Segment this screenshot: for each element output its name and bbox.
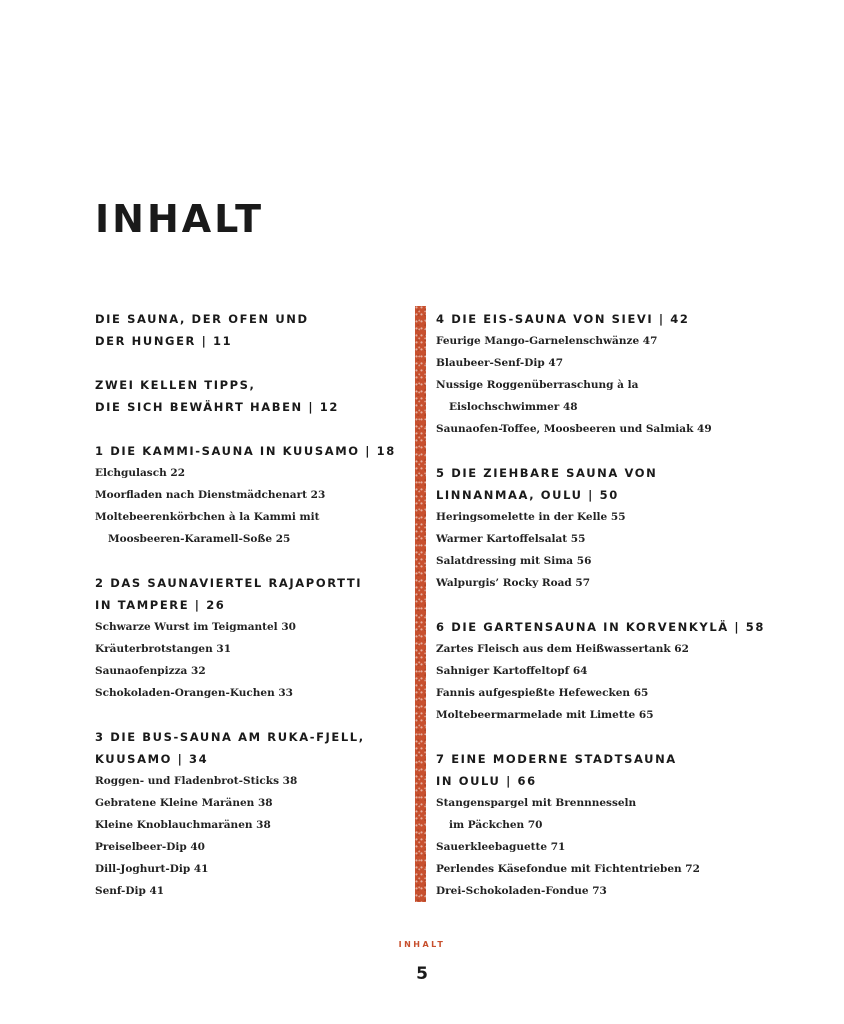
toc-right-column (436, 308, 816, 902)
section-spacer (95, 352, 395, 374)
toc-recipe-entry: Nussige Roggenüberraschung à la (436, 379, 639, 391)
toc-section-heading: 4 DIE EIS-SAUNA VON SIEVI | 42 (436, 312, 690, 326)
toc-section-heading: DER HUNGER | 11 (95, 334, 233, 348)
section-spacer (95, 704, 395, 726)
toc-recipe-entry: Saunaofenpizza 32 (95, 665, 206, 677)
toc-section-heading: 5 DIE ZIEHBARE SAUNA VON (436, 466, 658, 480)
toc-recipe-entry: Schokoladen-Orangen-Kuchen 33 (95, 687, 293, 699)
toc-section-heading: 6 DIE GARTENSAUNA IN KORVENKYLÄ | 58 (436, 620, 765, 634)
section-spacer (436, 726, 816, 748)
toc-recipe-entry: Heringsomelette in der Kelle 55 (436, 511, 626, 523)
toc-recipe-entry: Kleine Knoblauchmaränen 38 (95, 819, 271, 831)
section-spacer (436, 594, 816, 616)
toc-recipe-entry: Elchgulasch 22 (95, 467, 185, 479)
toc-recipe-entry: Moosbeeren-Karamell-Soße 25 (108, 533, 291, 545)
toc-section-heading: IN OULU | 66 (436, 774, 537, 788)
toc-recipe-entry: Kräuterbrotstangen 31 (95, 643, 232, 655)
toc-recipe-entry: Blaubeer-Senf-Dip 47 (436, 357, 563, 369)
toc-recipe-entry: Zartes Fleisch aus dem Heißwassertank 62 (436, 643, 689, 655)
toc-section-heading: 1 DIE KAMMI-SAUNA IN KUUSAMO | 18 (95, 444, 396, 458)
toc-recipe-entry: Dill-Joghurt-Dip 41 (95, 863, 209, 875)
decorative-divider-bar (415, 306, 426, 902)
toc-recipe-entry: Saunaofen-Toffee, Moosbeeren und Salmiak 49 (436, 423, 712, 435)
toc-recipe-entry: Eislochschwimmer 48 (449, 401, 578, 413)
toc-recipe-entry: Fannis aufgespießte Hefewecken 65 (436, 687, 649, 699)
toc-recipe-entry: Salatdressing mit Sima 56 (436, 555, 592, 567)
toc-recipe-entry: Roggen- und Fladenbrot-Sticks 38 (95, 775, 298, 787)
toc-section-heading: LINNANMAA, OULU | 50 (436, 488, 619, 502)
page-title: INHALT (95, 197, 264, 241)
section-spacer (95, 418, 395, 440)
toc-recipe-entry: im Päckchen 70 (449, 819, 543, 831)
toc-recipe-entry: Gebratene Kleine Maränen 38 (95, 797, 273, 809)
toc-recipe-entry: Walpurgis’ Rocky Road 57 (436, 577, 591, 589)
toc-section-heading: ZWEI KELLEN TIPPS, (95, 378, 256, 392)
toc-recipe-entry: Sahniger Kartoffeltopf 64 (436, 665, 588, 677)
toc-section-heading: IN TAMPERE | 26 (95, 598, 226, 612)
toc-recipe-entry: Moorfladen nach Dienstmädchenart 23 (95, 489, 326, 501)
toc-recipe-entry: Drei-Schokoladen-Fondue 73 (436, 885, 607, 897)
toc-recipe-entry: Senf-Dip 41 (95, 885, 165, 897)
toc-left-column (95, 308, 395, 902)
toc-section-heading: DIE SAUNA, DER OFEN UND (95, 312, 309, 326)
toc-recipe-entry: Feurige Mango-Garnelenschwänze 47 (436, 335, 658, 347)
toc-recipe-entry: Preiselbeer-Dip 40 (95, 841, 205, 853)
toc-section-heading: DIE SICH BEWÄHRT HABEN | 12 (95, 400, 339, 414)
section-spacer (436, 440, 816, 462)
toc-recipe-entry: Schwarze Wurst im Teigmantel 30 (95, 621, 296, 633)
toc-section-heading: 3 DIE BUS-SAUNA AM RUKA-FJELL, (95, 730, 365, 744)
toc-recipe-entry: Moltebeerenkörbchen à la Kammi mit (95, 511, 320, 523)
toc-section-heading: 7 EINE MODERNE STADTSAUNA (436, 752, 677, 766)
toc-recipe-entry: Perlendes Käsefondue mit Fichtentrieben 72 (436, 863, 700, 875)
toc-section-heading: 2 DAS SAUNAVIERTEL RAJAPORTTI (95, 576, 363, 590)
toc-recipe-entry: Moltebeermarmelade mit Limette 65 (436, 709, 654, 721)
section-spacer (95, 550, 395, 572)
running-title: INHALT (398, 940, 446, 949)
toc-recipe-entry: Stangenspargel mit Brennnesseln (436, 797, 637, 809)
page-number: 5 (416, 964, 428, 984)
toc-recipe-entry: Sauerkleebaguette 71 (436, 841, 566, 853)
toc-recipe-entry: Warmer Kartoffelsalat 55 (436, 533, 586, 545)
toc-section-heading: KUUSAMO | 34 (95, 752, 209, 766)
